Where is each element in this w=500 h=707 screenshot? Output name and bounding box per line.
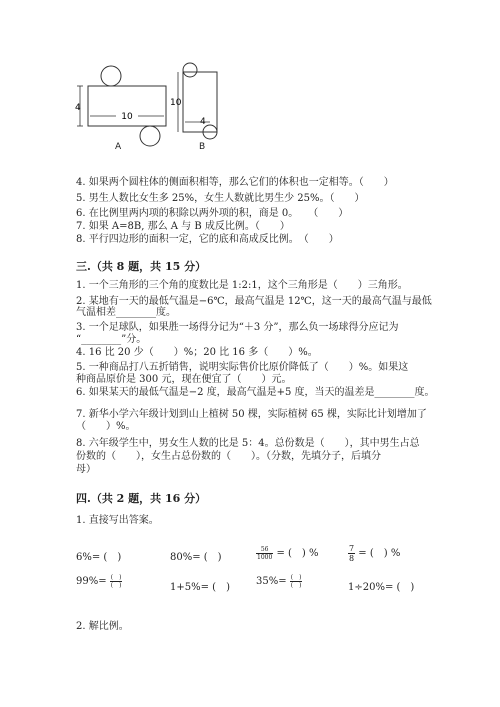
judgment-6: 6. 在比例里两内项的积除以两外项的积，商是 0。 （ ） [76, 208, 349, 219]
fraction-denominator: 1000 [257, 554, 273, 561]
calc-80-percent: 80%= ( ) [170, 552, 222, 563]
fraction-denominator: ( ) [110, 582, 122, 589]
calc-1-div-20-percent: 1÷20%= ( ) [348, 582, 415, 593]
figure-a-height-label: 4 [75, 103, 81, 113]
fraction-denominator: ( ) [290, 582, 302, 589]
calc-35-percent [256, 574, 302, 589]
figure-b-top-circle [183, 63, 197, 77]
s4-question-2: 2. 解比例。 [76, 621, 129, 632]
figure-b [170, 63, 217, 139]
fraction-numerator: 56 [256, 546, 273, 554]
figure-a-top-circle [101, 66, 121, 86]
s3-line-3: 气温相差________度。 [76, 307, 176, 318]
calc-rest: = ( ) % [358, 548, 401, 559]
s3-line-2: 2. 某地有一天的最低气温是−6℃，最高气温是 12℃，这一天的最高气温与最低 [76, 296, 432, 307]
figure-b-caption: B [199, 142, 206, 152]
calc-6-percent: 6%= ( ) [76, 552, 122, 563]
calc-prefix: 35%= [256, 576, 287, 587]
fraction-numerator: ( ) [290, 574, 302, 581]
s3-line-5: “________”分。 [76, 334, 147, 345]
calc-56-over-1000 [256, 544, 319, 561]
calc-1-plus-5-percent: 1+5%= ( ) [170, 582, 230, 593]
calc-prefix: 99%= [76, 576, 107, 587]
s3-line-13: 份数的（ ），女生占总份数的（ ）。（分数，先填分子，后填分 [76, 451, 381, 462]
fraction-numerator: ( ) [110, 574, 122, 581]
section3-heading: 三.（共 8 题，共 15 分） [76, 260, 207, 273]
s3-line-1: 1. 一个三角形的三个角的度数比是 1:2:1，这个三角形是（ ）三角形。 [76, 280, 408, 291]
s3-line-10: 7. 新华小学六年级计划到山上植树 50 棵，实际植树 65 棵，实际比计划增加了 [76, 409, 427, 420]
s3-line-11: （ ）%。 [76, 421, 136, 432]
figure-a-caption: A [115, 142, 122, 152]
figure-a [75, 66, 166, 146]
s3-line-8: 种商品原价是 300 元，现在便宜了（ ）元。 [76, 374, 292, 385]
figure-a-bottom-circle [140, 126, 160, 146]
judgment-4: 4. 如果两个圆柱体的侧面积相等，那么它们的体积也一定相等。（ ） [76, 177, 394, 188]
s4-question-1: 1. 直接写出答案。 [76, 515, 159, 526]
calc-rest: = ( ) % [276, 548, 319, 559]
calc-99-percent [76, 574, 122, 589]
judgment-5: 5. 男生人数比女生多 25%，女生人数就比男生少 25%。（ ） [76, 193, 365, 204]
s3-line-14: 母） [76, 464, 96, 475]
calc-7-over-8 [348, 544, 400, 563]
s3-line-4: 3. 一个足球队，如果胜一场得分记为“＋3 分”，那么负一场球得分应记为 [76, 322, 399, 333]
judgment-8: 8. 平行四边形的面积一定，它的底和高成反比例。 （ ） [76, 234, 339, 245]
s3-line-7: 5. 一种商品打八五折销售，说明实际售价比原价降低了（ ）%。如果这 [76, 362, 409, 373]
judgment-7: 7. 如果 A=8B, 那么 A 与 B 成反比例。（ ） [76, 221, 290, 232]
s3-line-6: 4. 16 比 20 少（ ）%；20 比 16 多（ ）%。 [76, 347, 318, 358]
figure-b-height-label: 10 [170, 98, 182, 108]
figure-b-width-label: 4 [200, 117, 206, 127]
fraction-denominator: 8 [349, 554, 355, 563]
s3-line-12: 8. 六年级学生中，男女生人数的比是 5：4。总份数是（ ），其中男生占总 [76, 438, 420, 449]
s3-line-9: 6. 如果某天的最低气温是−2 度，最高气温是+5 度，当天的温差是________度。 [76, 387, 435, 398]
figures-diagram [70, 60, 250, 160]
figure-a-width-label: 10 [121, 112, 133, 122]
section4-heading: 四.（共 2 题，共 16 分） [76, 492, 207, 505]
fraction-numerator: 7 [349, 544, 355, 553]
